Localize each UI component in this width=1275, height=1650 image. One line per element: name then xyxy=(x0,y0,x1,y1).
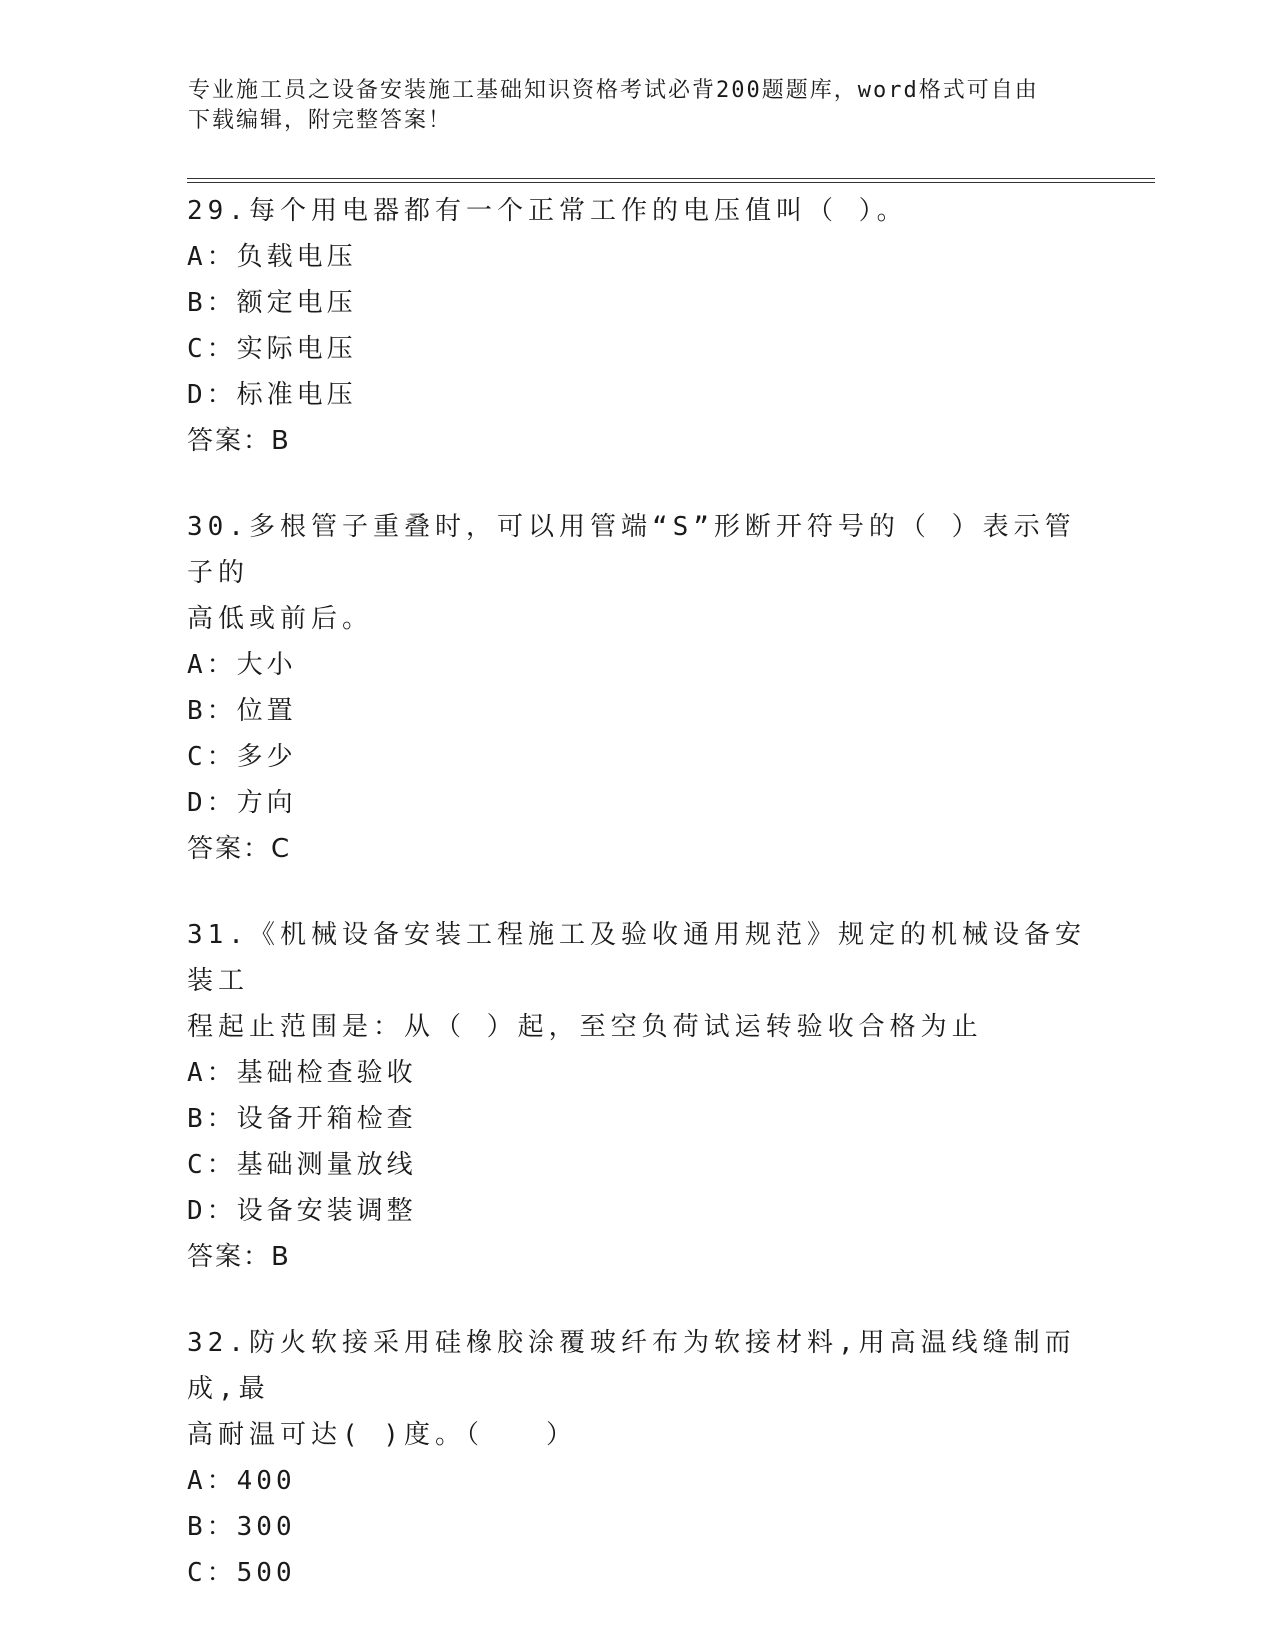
option-d: D：标准电压 xyxy=(187,380,357,410)
option-a: A：基础检查验收 xyxy=(187,1058,417,1088)
header-divider-bottom xyxy=(187,182,1155,183)
answer-text: 答案：B xyxy=(187,426,291,456)
document-header xyxy=(188,76,1088,136)
option-b: B：300 xyxy=(187,1512,296,1542)
header-divider-top xyxy=(187,178,1155,179)
question-stem-continued: 程起止范围是：从（ ）起，至空负荷试运转验收合格为止 xyxy=(187,1012,983,1042)
option-a: A：400 xyxy=(187,1466,296,1496)
question-stem: 30.多根管子重叠时，可以用管端“S”形断开符号的（ ）表示管子的 xyxy=(187,512,1076,588)
question-32 xyxy=(187,1320,1087,1596)
header-title-line-2: 下载编辑，附完整答案！ xyxy=(188,108,453,133)
option-c: C：基础测量放线 xyxy=(187,1150,417,1180)
option-b: B：设备开箱检查 xyxy=(187,1104,417,1134)
question-29 xyxy=(187,188,1087,464)
question-list xyxy=(187,188,1087,1636)
option-c: C：500 xyxy=(187,1558,296,1588)
question-stem: 32.防火软接采用硅橡胶涂覆玻纤布为软接材料,用高温线缝制而成,最 xyxy=(187,1328,1076,1404)
answer-text: 答案：B xyxy=(187,1242,291,1272)
option-b: B：位置 xyxy=(187,696,297,726)
option-d: D：设备安装调整 xyxy=(187,1196,417,1226)
question-stem-continued: 高耐温可达( )度。（ ） xyxy=(187,1420,577,1450)
question-stem: 31.《机械设备安装工程施工及验收通用规范》规定的机械设备安装工 xyxy=(187,920,1086,996)
option-d: D：方向 xyxy=(187,788,297,818)
question-31 xyxy=(187,912,1087,1280)
question-stem: 29.每个用电器都有一个正常工作的电压值叫（ ）。 xyxy=(187,196,908,226)
option-a: A：大小 xyxy=(187,650,297,680)
option-a: A：负载电压 xyxy=(187,242,357,272)
question-stem-continued: 高低或前后。 xyxy=(187,604,374,634)
option-c: C：实际电压 xyxy=(187,334,357,364)
question-30 xyxy=(187,504,1087,872)
header-title-line-1: 专业施工员之设备安装施工基础知识资格考试必背200题题库，word格式可自由 xyxy=(188,78,1039,103)
option-b: B：额定电压 xyxy=(187,288,357,318)
answer-text: 答案：C xyxy=(187,834,292,864)
option-c: C：多少 xyxy=(187,742,297,772)
